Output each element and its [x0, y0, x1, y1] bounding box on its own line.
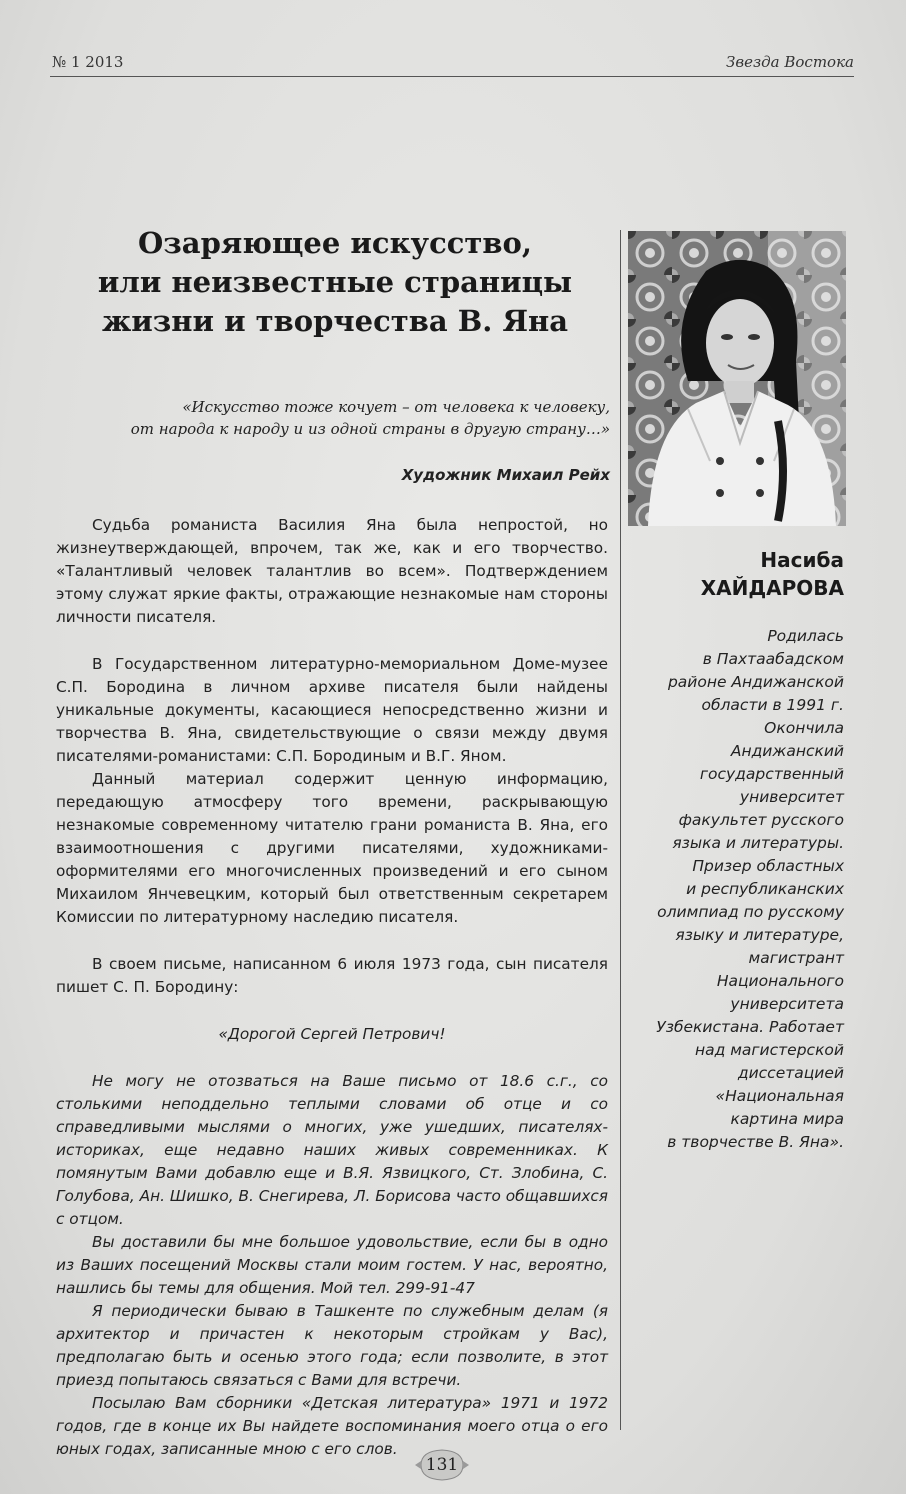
- letter-paragraph: Я периодически бываю в Ташкенте по служебным делам (я архитектор и причастен к некоторым стройкам у Вас), предполагаю быть и осенью этого года; если позволите, в этот приезд попытаюсь связаться с Вами для встречи.: [56, 1302, 608, 1389]
- paragraph: Данный материал содержит ценную информацию, передающую атмосферу того времени, раскрывающую незнакомые современному читателю грани романиста В. Яна, его взаимоотношения с другими писателями, художниками-оформителями его многочисленных произведений и его сыном Михаилом Янчевецким, который был ответственным секретарем Комиссии по литературному наследию писателя.: [56, 770, 608, 926]
- author-photo: [628, 231, 846, 526]
- epigraph: [60, 396, 610, 440]
- author-bio: [628, 625, 844, 1154]
- epigraph-line: от народа к народу и из одной страны в другую страну…»: [130, 420, 610, 438]
- epigraph-line: «Искусство тоже кочует – от человека к человеку,: [182, 398, 610, 416]
- epigraph-author: Художник Михаил Рейх: [401, 466, 610, 484]
- author-last-name: ХАЙДАРОВА: [700, 576, 844, 600]
- title-line: или неизвестные страницы: [97, 265, 573, 299]
- title-line: жизни и творчества В. Яна: [101, 304, 569, 338]
- page-number-text: 131: [425, 1455, 459, 1475]
- bio-line: районе Андижанской: [667, 673, 844, 691]
- paragraph: В своем письме, написанном 6 июля 1973 года, сын писателя пишет С. П. Бородину:: [56, 955, 608, 996]
- paragraph: Судьба романиста Василия Яна была непростой, но жизнеутверждающей, впрочем, так же, как и его творчество. «Талантливый человек талантлив во всем». Подтверждением этому служат яркие факты, отражающие незнакомые нам стороны личности писателя.: [56, 516, 608, 626]
- title-line: Озаряющее искусство,: [138, 226, 532, 260]
- bio-line: области в 1991 г.: [701, 696, 844, 714]
- bio-line: языку и литературе,: [675, 926, 844, 944]
- bio-line: Андижанский: [730, 742, 844, 760]
- bio-line: «Национальная: [715, 1087, 844, 1105]
- author-name: [630, 546, 844, 602]
- bio-line: Окончила: [764, 719, 844, 737]
- bio-line: университета: [730, 995, 844, 1013]
- article-body: [56, 514, 608, 1461]
- bio-line: магистрант: [748, 949, 844, 967]
- column-divider: [620, 230, 621, 1430]
- bio-line: над магистерской: [694, 1041, 844, 1059]
- letter-paragraph: Посылаю Вам сборники «Детская литература» 1971 и 1972 годов, где в конце их Вы найдете воспоминания моего отца о его юных годах, записанные мною с его слов.: [56, 1394, 608, 1458]
- article-title: [60, 224, 610, 341]
- bio-line: в Пахтаабадском: [702, 650, 844, 668]
- issue-number: № 1 2013: [52, 53, 124, 71]
- header-rule: [50, 76, 854, 77]
- letter-paragraph: Не могу не отозваться на Ваше письмо от 18.6 с.г., со столькими неподдельно теплыми словами об отце и со справедливыми мыслями о многих, уже ушедших, писателях-историках, еще недавно наших живых современниках. К помянутым Вами добавлю еще и В.Я. Язвицкого, Ст. Злобина, С. Голубова, Ан. Шишко, В. Снегирева, Л. Борисова часто общавшихся с отцом.: [56, 1072, 608, 1228]
- bio-line: Узбекистана. Работает: [656, 1018, 844, 1036]
- bio-line: Призер областных: [692, 857, 844, 875]
- bio-line: картина мира: [730, 1110, 844, 1128]
- bio-line: диссетацией: [737, 1064, 844, 1082]
- bio-line: языка и литературы.: [672, 834, 844, 852]
- letter-paragraph: Вы доставили бы мне большое удовольствие, если бы в одно из Ваших посещений Москвы стали моим гостем. У нас, вероятно, нашлись бы темы для общения. Мой тел. 299-91-47: [56, 1233, 608, 1297]
- bio-line: Родилась: [767, 627, 844, 645]
- author-first-name: Насиба: [760, 548, 844, 572]
- bio-line: государственный: [699, 765, 844, 783]
- letter-salutation: «Дорогой Сергей Петрович!: [218, 1025, 446, 1043]
- bio-line: Национального: [716, 972, 844, 990]
- bio-line: олимпиад по русскому: [657, 903, 844, 921]
- bio-line: в творчестве В. Яна».: [667, 1133, 844, 1151]
- bio-line: и республиканских: [686, 880, 844, 898]
- journal-name: Звезда Востока: [726, 53, 854, 71]
- bio-line: факультет русского: [678, 811, 844, 829]
- paragraph: В Государственном литературно-мемориальном Доме-музее С.П. Бородина в личном архиве писателя были найдены уникальные документы, касающиеся непосредственно жизни и творчества В. Яна, свидетельствующие о связи между двумя писателями-романистами: С.П. Бородиным и В.Г. Яном.: [56, 655, 608, 765]
- bio-line: университет: [739, 788, 844, 806]
- page-number: [413, 1447, 471, 1483]
